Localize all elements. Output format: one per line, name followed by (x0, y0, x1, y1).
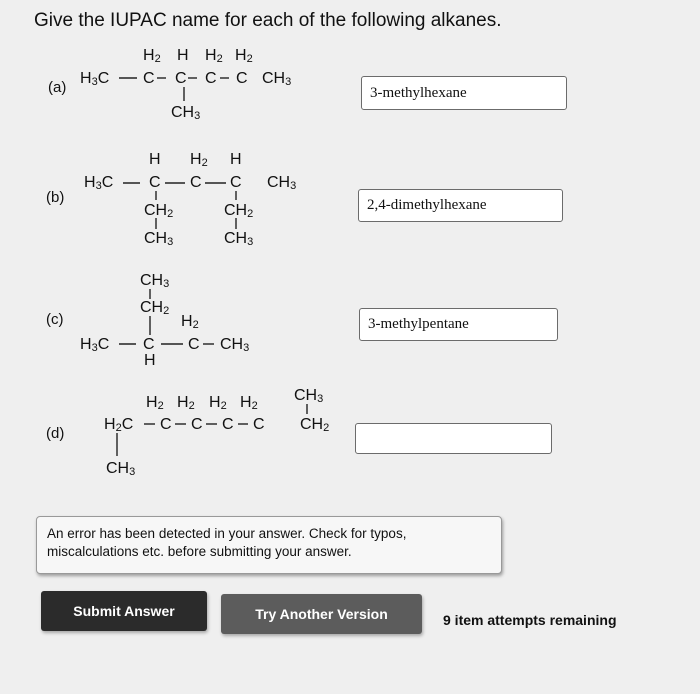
part-a-atom: C (236, 70, 248, 87)
part-c-answer-input[interactable] (359, 308, 558, 341)
part-d-answer-input[interactable] (355, 423, 552, 454)
part-a-atom: $H_2$ (205, 47, 223, 65)
part-b-atom: $H_3C$ (84, 174, 114, 192)
part-a-atom: C (175, 70, 187, 87)
part-a-atom: $H_3C$ (80, 70, 110, 88)
part-b-atom: $CH_3$ (224, 230, 254, 248)
part-c-atom: $H_3C$ (80, 336, 110, 354)
part-a-atom: C (143, 70, 155, 87)
part-c-atom: $CH_3$ (220, 336, 250, 354)
part-b-atom: C (230, 174, 242, 191)
part-a-label: (a) (48, 79, 67, 96)
part-a-atom: $CH_3$ (262, 70, 292, 88)
part-d-atom: $H_2C$ (104, 416, 134, 434)
part-a-atom: H (177, 47, 189, 64)
part-c-label: (c) (46, 311, 64, 328)
part-a-atom: $H_2$ (235, 47, 253, 65)
part-d-atom: C (191, 416, 203, 433)
part-b-atom: $CH_3$ (144, 230, 174, 248)
part-d-atom: $CH_3$ (106, 460, 136, 478)
part-d-atom: $CH_2$ (300, 416, 330, 434)
question-title: Give the IUPAC name for each of the following alkanes. (34, 10, 502, 31)
part-b-atom: $CH_3$ (267, 174, 297, 192)
part-c-atom: C (188, 336, 200, 353)
error-message: An error has been detected in your answer. Check for typos, miscalculations etc. before submitting your answer. (36, 516, 502, 574)
part-d-atom: $CH_3$ (294, 387, 324, 405)
part-b-atom: C (149, 174, 161, 191)
part-b-answer-input[interactable] (358, 189, 563, 222)
part-c-atom: $CH_2$ (140, 299, 170, 317)
part-a-answer-input[interactable] (361, 76, 567, 110)
part-a-atom: C (205, 70, 217, 87)
part-d-atom: C (160, 416, 172, 433)
part-d-atom: $H_2$ (209, 394, 227, 412)
part-b-atom: H (230, 151, 242, 168)
part-b-atom: H (149, 151, 161, 168)
part-a-atom: $CH_3$ (171, 104, 201, 122)
part-b-atom: $H_2$ (190, 151, 208, 169)
part-d-atom: $H_2$ (177, 394, 195, 412)
part-d-atom: $H_2$ (240, 394, 258, 412)
part-a-atom: $H_2$ (143, 47, 161, 65)
part-b-atom: $CH_2$ (224, 202, 254, 220)
part-c-atom: $CH_3$ (140, 272, 170, 290)
submit-answer-button[interactable]: Submit Answer (41, 591, 207, 631)
part-b-atom: $CH_2$ (144, 202, 174, 220)
attempts-remaining: 9 item attempts remaining (443, 612, 617, 628)
part-c-atom: H (144, 352, 156, 369)
part-d-label: (d) (46, 425, 65, 442)
part-d-atom: C (253, 416, 265, 433)
try-another-version-button[interactable]: Try Another Version (221, 594, 422, 634)
part-c-atom: C (143, 336, 155, 353)
part-d-atom: $H_2$ (146, 394, 164, 412)
part-b-label: (b) (46, 189, 65, 206)
part-d-atom: C (222, 416, 234, 433)
part-c-atom: $H_2$ (181, 313, 199, 331)
part-b-atom: C (190, 174, 202, 191)
